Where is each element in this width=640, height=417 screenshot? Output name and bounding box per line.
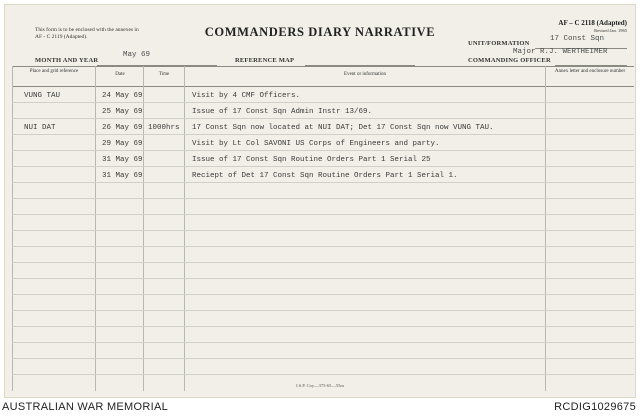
entry-date: 31 May 69 <box>102 156 143 164</box>
column-header-place: Place and grid reference <box>29 69 79 74</box>
row-rule <box>12 182 634 183</box>
month-year-value: May 69 <box>123 51 151 59</box>
row-rule <box>12 134 634 135</box>
entry-event: Visit by Lt Col SAVONI US Corps of Engineers and party. <box>192 140 440 148</box>
row-rule <box>12 294 634 295</box>
row-rule <box>12 358 634 359</box>
entry-date: 26 May 69 <box>102 124 143 132</box>
page-title: COMMANDERS DIARY NARRATIVE <box>204 25 436 39</box>
entry-event: Issue of 17 Const Sqn Routine Orders Part 1 Serial 25 <box>192 156 431 164</box>
column-header-time: Time <box>158 72 170 77</box>
row-rule <box>12 198 634 199</box>
entry-date: 24 May 69 <box>102 92 143 100</box>
row-rule <box>12 246 634 247</box>
row-rule <box>12 326 634 327</box>
entry-event: Visit by 4 CMF Officers. <box>192 92 301 100</box>
unit-label: UNIT/FORMATION <box>468 40 530 47</box>
printer-imprint: I.S.P. Coy—375-65—55m <box>296 383 344 388</box>
enclosure-note: This form is to be enclosed with the annexes in AF - C 2119 (Adapted). <box>35 27 139 40</box>
form-code: AF – C 2118 (Adapted) <box>558 19 627 27</box>
row-rule <box>12 374 634 375</box>
row-rule <box>12 102 634 103</box>
entry-time: 1000hrs <box>148 124 180 132</box>
entry-event: Reciept of Det 17 Const Sqn Routine Orders Part 1 Serial 1. <box>192 172 458 180</box>
commanding-officer-label: COMMANDING OFFICER <box>468 57 551 64</box>
revised-date: Revised Jan. 1965 <box>594 28 627 33</box>
entry-date: 25 May 69 <box>102 108 143 116</box>
row-rule <box>12 118 634 119</box>
table-top-border <box>12 66 634 67</box>
row-rule <box>12 150 634 151</box>
row-rule <box>12 262 634 263</box>
entry-date: 31 May 69 <box>102 172 143 180</box>
month-year-label: MONTH AND YEAR <box>35 57 99 64</box>
entry-place: VUNG TAU <box>24 92 61 100</box>
unit-value: 17 Const Sqn <box>550 35 605 43</box>
commanding-officer-value: Major R.J. WERTHEIMER <box>513 48 608 56</box>
reference-map-label: REFERENCE MAP <box>235 57 295 64</box>
row-rule <box>12 278 634 279</box>
entry-place: NUI DAT <box>24 124 56 132</box>
row-rule <box>12 166 634 167</box>
row-rule <box>12 342 634 343</box>
entry-event: Issue of 17 Const Sqn Admin Instr 13/69. <box>192 108 373 116</box>
column-header-annex: Annex letter and enclosure number <box>554 69 626 74</box>
row-rule <box>12 230 634 231</box>
column-header-event: Event or information <box>344 72 386 77</box>
column-header-date: Date <box>115 72 125 77</box>
archive-id: RCDIG1029675 <box>554 401 636 413</box>
row-rule <box>12 310 634 311</box>
table-header-border <box>12 86 634 87</box>
archive-credit: AUSTRALIAN WAR MEMORIAL <box>2 401 169 413</box>
diary-table <box>12 66 634 391</box>
row-rule <box>12 214 634 215</box>
entry-date: 29 May 69 <box>102 140 143 148</box>
entry-event: 17 Const Sqn now located at NUI DAT; Det 17 Const Sqn now VUNG TAU. <box>192 124 494 132</box>
